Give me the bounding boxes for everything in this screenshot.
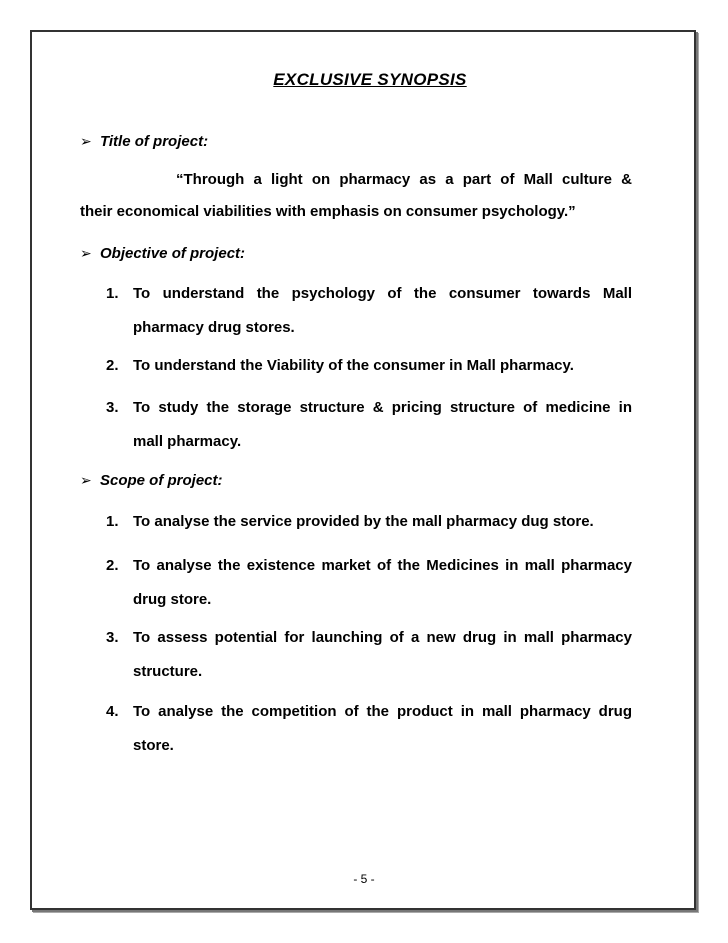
list-item-line-1: To analyse the competition of the product in mall pharmacy drug [133, 703, 632, 720]
list-item-line-1: To understand the Viability of the consumer in Mall pharmacy. [133, 357, 574, 374]
list-item-line-2: drug store. [133, 591, 212, 608]
list-number: 3. [106, 399, 119, 416]
title-section [80, 130, 632, 152]
list-number: 1. [106, 285, 119, 302]
objective-section [80, 242, 632, 264]
list-item-line-2: structure. [133, 663, 203, 680]
list-item-line-2: mall pharmacy. [133, 433, 242, 450]
list-number: 4. [106, 703, 119, 720]
list-number: 2. [106, 357, 119, 374]
arrow-bullet-icon: ➢ [80, 244, 92, 261]
scope-section-heading-text: Scope of project: [100, 471, 223, 489]
document-title: EXCLUSIVE SYNOPSIS [273, 70, 467, 89]
scope-item-4 [106, 702, 632, 756]
list-number: 2. [106, 557, 119, 574]
arrow-bullet-icon: ➢ [80, 471, 92, 488]
list-number: 3. [106, 629, 119, 646]
scope-section-heading [80, 469, 632, 491]
list-item-line-1: To assess potential for launching of a new drug in mall pharmacy [133, 629, 632, 646]
title-section-heading [80, 130, 632, 152]
arrow-bullet-icon: ➢ [80, 132, 92, 149]
list-item-line-2: pharmacy drug stores. [133, 319, 295, 336]
list-item-line-1: To analyse the service provided by the mall pharmacy dug store. [133, 513, 594, 530]
objective-section-heading [80, 242, 632, 264]
objective-item-3 [106, 398, 632, 452]
project-title-line-2: their economical viabilities with emphasis on consumer psychology.” [80, 203, 576, 220]
scope-item-1 [106, 512, 632, 532]
list-item-line-2: store. [133, 737, 174, 754]
scope-item-3 [106, 628, 632, 682]
scope-section [80, 469, 632, 491]
page-number: - 5 - [353, 872, 375, 886]
objective-section-heading-text: Objective of project: [100, 244, 246, 262]
objective-item-1 [106, 284, 632, 338]
list-item-line-1: To study the storage structure & pricing structure of medicine in [133, 399, 632, 416]
objective-item-2 [106, 356, 632, 376]
title-section-heading-text: Title of project: [100, 132, 209, 150]
list-item-line-1: To analyse the existence market of the Medicines in mall pharmacy [133, 557, 632, 574]
list-number: 1. [106, 513, 119, 530]
project-title-line-1: “Through a light on pharmacy as a part of Mall culture & [176, 171, 632, 188]
list-item-line-1: To understand the psychology of the consumer towards Mall [133, 285, 632, 302]
scope-item-2 [106, 556, 632, 610]
project-title-text [80, 170, 632, 222]
